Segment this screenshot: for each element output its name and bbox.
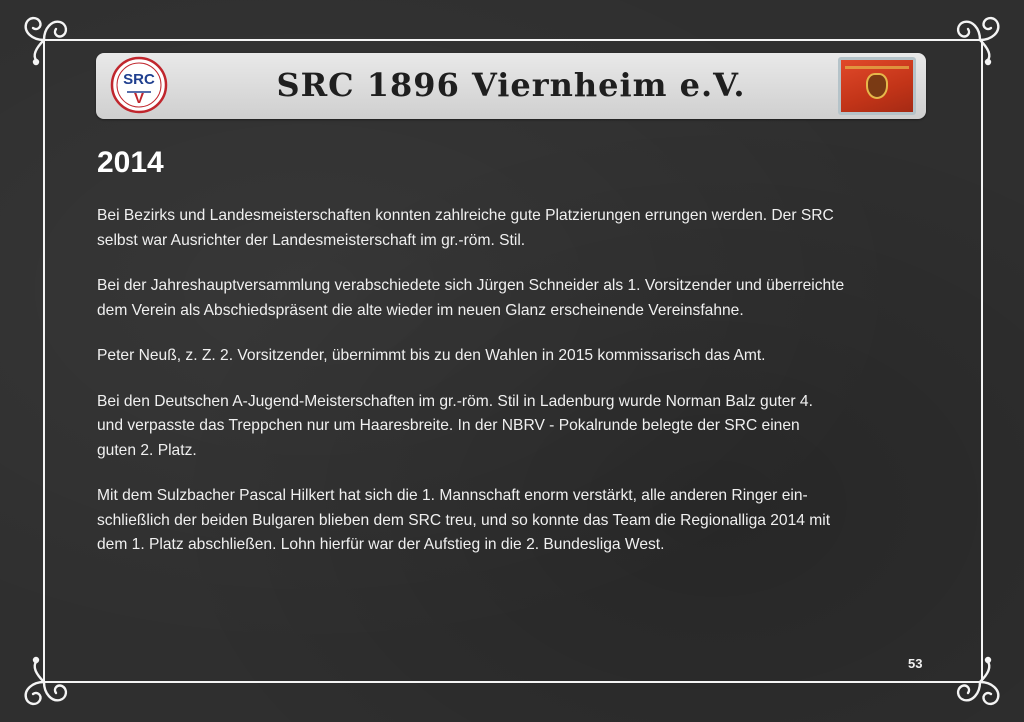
corner-ornament-top-left (14, 10, 74, 70)
corner-ornament-top-right (950, 10, 1010, 70)
paragraph-1: Bei Bezirks und Landesmeisterschaften konnten zahlreiche gute Platzierungen errungen werden. Der SRC selbst war Ausrichter der Landesmeisterschaft im gr.-röm. Stil. (97, 207, 834, 249)
logo-text: SRC (123, 71, 155, 88)
paragraph-4: Bei den Deutschen A-Jugend-Meisterschaften im gr.-röm. Stil in Ladenburg wurde Norman Balz guter 4. und verpasste das Treppchen nur um Haaresbreite. In der NBRV - Pokalrunde belegte der SRC einen guten 2. Platz. (97, 392, 813, 459)
header-title: SRC 1896 Viernheim e.V. (276, 66, 746, 104)
club-flag-image (838, 57, 916, 115)
logo-sub-text: V (133, 90, 145, 107)
paragraph-2: Bei der Jahreshauptversammlung verabschiedete sich Jürgen Schneider als 1. Vorsitzender und überreichte dem Verein als Abschiedspräsent die alte wieder im neuen Glanz erscheinende Vereinsfahne. (97, 277, 845, 319)
chronicle-text (97, 204, 927, 579)
paragraph-5: Mit dem Sulzbacher Pascal Hilkert hat sich die 1. Mannschaft enorm verstärkt, alle anderen Ringer ein- schließlich der beiden Bulgaren blieben dem SRC treu, und so konnte das Team die Regionalliga 2014 mit dem 1. Platz abschließen. Lohn hierfür war der Aufstieg in die 2. Bundesliga West. (97, 487, 831, 553)
year-heading: 2014 (97, 146, 164, 179)
corner-ornament-bottom-left (14, 652, 74, 712)
header-banner (96, 53, 926, 119)
corner-ornament-bottom-right (950, 652, 1010, 712)
paragraph-3: Peter Neuß, z. Z. 2. Vorsitzender, übernimmt bis zu den Wahlen in 2015 kommissarisch das Amt. (97, 347, 766, 364)
page-number: 53 (908, 656, 923, 671)
